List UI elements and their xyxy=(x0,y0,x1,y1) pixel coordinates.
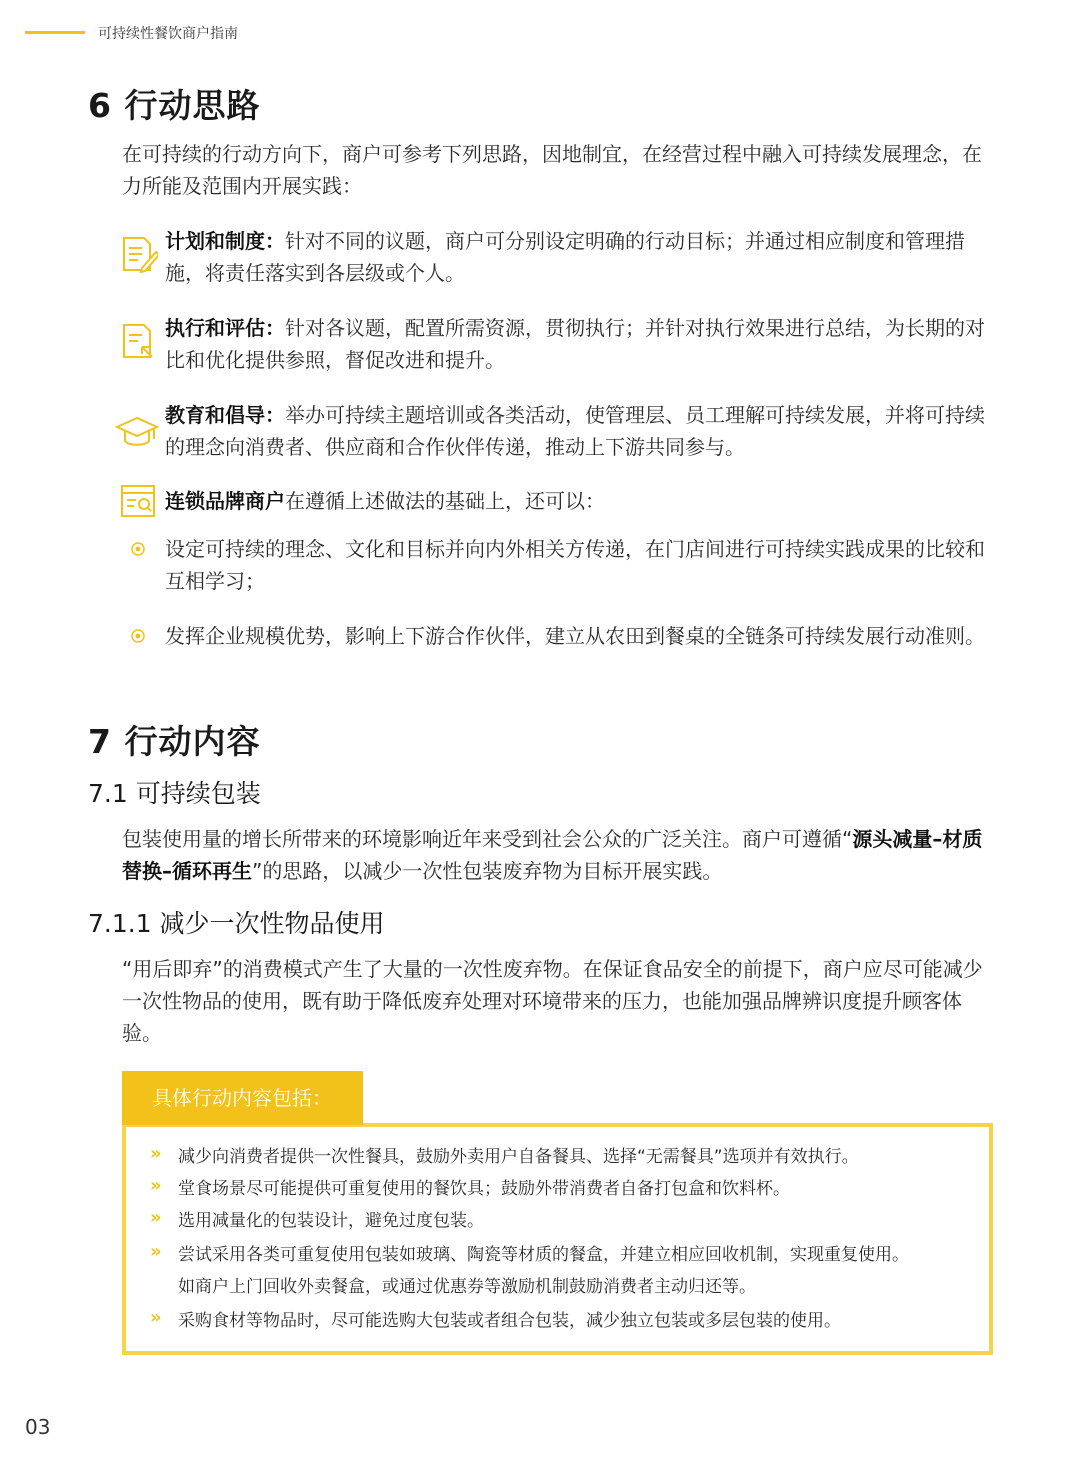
chevron-right-icon: » xyxy=(150,1207,162,1228)
plan-item-label: 计划和制度： xyxy=(165,229,285,253)
chevron-right-icon: » xyxy=(150,1241,162,1262)
execute-item xyxy=(165,312,997,376)
education-item xyxy=(165,399,997,463)
header-accent-line xyxy=(25,31,85,34)
subsection-7-1-title: 7.1 可持续包装 xyxy=(88,779,261,808)
box-item-2: 堂食场景尽可能提供可重复使用的餐饮具；鼓励外带消费者自备打包盒和饮料杯。 xyxy=(178,1179,790,1199)
chain-brand-label: 连锁品牌商户 xyxy=(165,489,285,513)
subsection-7-1-1-text: “用后即弃”的消费模式产生了大量的一次性废弃物。在保证食品安全的前提下，商户应尽可能减少一次性物品的使用，既有助于降低废弃处理对环境带来的压力，也能加强品牌辨识度提升顾客体验。 xyxy=(122,957,983,1045)
execute-item-label: 执行和评估： xyxy=(165,316,285,340)
running-header-title: 可持续性餐饮商户指南 xyxy=(98,26,238,42)
plan-item xyxy=(165,225,997,289)
box-item-4: 尝试采用各类可重复使用包装如玻璃、陶瓷等材质的餐盒，并建立相应回收机制，实现重复使用。如商户上门回收外卖餐盒，或通过优惠券等激励机制鼓励消费者主动归还等。 xyxy=(178,1245,909,1297)
chain-brand-text: 在遵循上述做法的基础上，还可以： xyxy=(285,489,605,513)
subsection-7-1-text-after: ”的思路，以减少一次性包装废弃物为目标开展实践。 xyxy=(252,859,723,883)
bullet-dot-icon xyxy=(131,629,145,643)
document-check-icon xyxy=(118,321,158,361)
browser-search-icon xyxy=(118,481,158,521)
graduation-cap-icon xyxy=(114,411,160,451)
execute-item-text: 针对各议题，配置所需资源，贯彻执行；并针对执行效果进行总结，为长期的对比和优化提供参照，督促改进和提升。 xyxy=(165,316,985,372)
subsection-7-1-text-bold: 源头减量–材质替换–循环再生 xyxy=(122,827,983,883)
section-6-intro: 在可持续的行动方向下，商户可参考下列思路，因地制宜，在经营过程中融入可持续发展理念，在力所能及范围内开展实践： xyxy=(122,142,982,198)
chain-brand-item xyxy=(165,485,997,517)
subsection-7-1-text-before: 包装使用量的增长所带来的环境影响近年来受到社会公众的广泛关注。商户可遵循“ xyxy=(122,827,853,851)
chain-bullet-2: 发挥企业规模优势，影响上下游合作伙伴，建立从农田到餐桌的全链条可持续发展行动准则。 xyxy=(165,624,985,648)
plan-item-text: 针对不同的议题，商户可分别设定明确的行动目标；并通过相应制度和管理措施，将责任落实到各层级或个人。 xyxy=(165,229,965,285)
action-content-box-tab: 具体行动内容包括： xyxy=(122,1071,363,1125)
chevron-right-icon: » xyxy=(150,1175,162,1196)
box-item-5: 采购食材等物品时，尽可能选购大包装或者组合包装，减少独立包装或多层包装的使用。 xyxy=(178,1311,841,1331)
section-7-title: 7 行动内容 xyxy=(88,722,261,761)
chevron-right-icon: » xyxy=(150,1307,162,1328)
box-item-3: 选用减量化的包装设计，避免过度包装。 xyxy=(178,1211,484,1231)
document-pencil-icon xyxy=(118,234,158,274)
education-item-label: 教育和倡导： xyxy=(165,403,285,427)
education-item-text: 举办可持续主题培训或各类活动，使管理层、员工理解可持续发展，并将可持续的理念向消费者、供应商和合作伙伴传递，推动上下游共同参与。 xyxy=(165,403,985,459)
bullet-dot-icon xyxy=(131,542,145,556)
chevron-right-icon: » xyxy=(150,1143,162,1164)
page-number: 03 xyxy=(25,1415,51,1439)
chain-bullet-1: 设定可持续的理念、文化和目标并向内外相关方传递，在门店间进行可持续实践成果的比较和互相学习； xyxy=(165,537,985,593)
subsection-7-1-text xyxy=(122,823,997,887)
section-6-title: 6 行动思路 xyxy=(88,86,261,125)
box-item-1: 减少向消费者提供一次性餐具，鼓励外卖用户自备餐具、选择“无需餐具”选项并有效执行。 xyxy=(178,1147,859,1167)
subsection-7-1-1-title: 7.1.1 减少一次性物品使用 xyxy=(88,909,385,938)
